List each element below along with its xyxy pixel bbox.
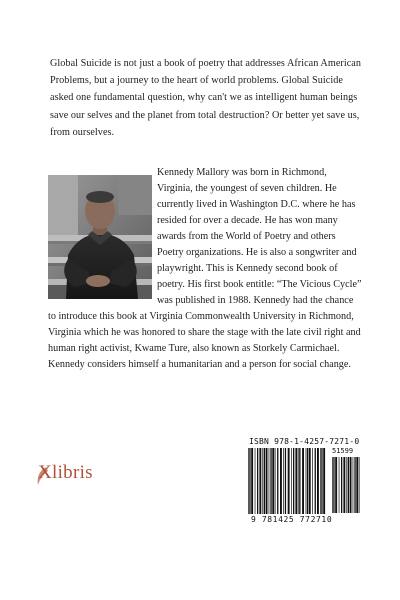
barcode-bar (348, 457, 349, 513)
price-code: 51599 (332, 447, 354, 455)
barcode-bar (356, 457, 358, 513)
barcode-bar (266, 448, 268, 514)
barcode-bar (354, 457, 355, 513)
barcode-bar (341, 457, 342, 513)
barcode-bar (307, 448, 308, 514)
publisher-logo: Xlibris (38, 462, 93, 483)
barcode-bar (335, 457, 337, 513)
price-addon-bars (331, 457, 361, 515)
isbn-barcode (247, 437, 362, 527)
barcode-bar (280, 448, 282, 514)
isbn-label: ISBN 978-1-4257-7271-0 (249, 437, 360, 446)
barcode-bar (298, 448, 299, 514)
barcode-bar (270, 448, 271, 514)
barcode-bar (277, 448, 278, 514)
author-bio: Kennedy Mallory was born in Richmond, Virginia, the youngest of seven children. He currently lived in Washington D.C. where he has resided for over a decade. He has won many awards from the World of Poetry and others Poetry organizations. He is also a songwriter and playwright. This is Kennedy second book of poetry. His first book entitle: “The Vicious Cycle” was published in 1988. Kennedy had the chance to introduce this book at Virginia Commonwealth University in Richmond, Virginia which he was honored to share the stage with the late civil right and human right activist, Kwame Ture, also known as Storkely Carmichael. Kennedy considers himself a humanitarian and a person for social change. (48, 167, 362, 370)
barcode-bar (350, 457, 352, 513)
barcode-bar (359, 457, 360, 513)
barcode-bar (309, 448, 311, 514)
barcode-bar (259, 448, 261, 514)
barcode-bar (269, 448, 270, 514)
barcode-bar (315, 448, 316, 514)
barcode-bar (317, 448, 319, 514)
barcode-bar (285, 448, 286, 514)
barcode-bar (312, 448, 313, 514)
barcode-bar (332, 457, 333, 513)
barcode-bar (333, 457, 334, 513)
barcode-bar (302, 448, 304, 514)
barcode-bar (249, 448, 250, 514)
barcode-bar (288, 448, 290, 514)
author-bio-block (48, 165, 363, 373)
barcode-bar (323, 448, 325, 514)
barcode-bar (339, 457, 340, 513)
barcode-bar (321, 448, 322, 514)
barcode-bar (353, 457, 354, 513)
barcode-bar (251, 448, 253, 514)
barcode-bar (275, 448, 276, 514)
barcode-bar (248, 448, 249, 514)
barcode-bar (257, 448, 258, 514)
barcode-bar (343, 457, 345, 513)
barcode-bar (272, 448, 274, 514)
barcode-bar (320, 448, 321, 514)
barcode-bar (295, 448, 297, 514)
ean-barcode-bars (247, 448, 327, 516)
barcode-digits: 9 781425 772710 (251, 515, 333, 524)
barcode-bar (283, 448, 284, 514)
barcode-bar (262, 448, 263, 514)
barcode-bar (299, 448, 300, 514)
barcode-bar (346, 457, 347, 513)
barcode-bar (264, 448, 265, 514)
barcode-bar (255, 448, 256, 514)
barcode-bar (291, 448, 292, 514)
barcode-bar (293, 448, 294, 514)
barcode-bar (306, 448, 307, 514)
book-blurb: Global Suicide is not just a book of poetry that addresses African American Problems, but a journey to the heart of world problems. Global Suicide asked one fundamental question, why can't we as intelligent human beings save our selves and the planet from total destruction? Or better yet save us, from ourselves. (50, 58, 361, 138)
